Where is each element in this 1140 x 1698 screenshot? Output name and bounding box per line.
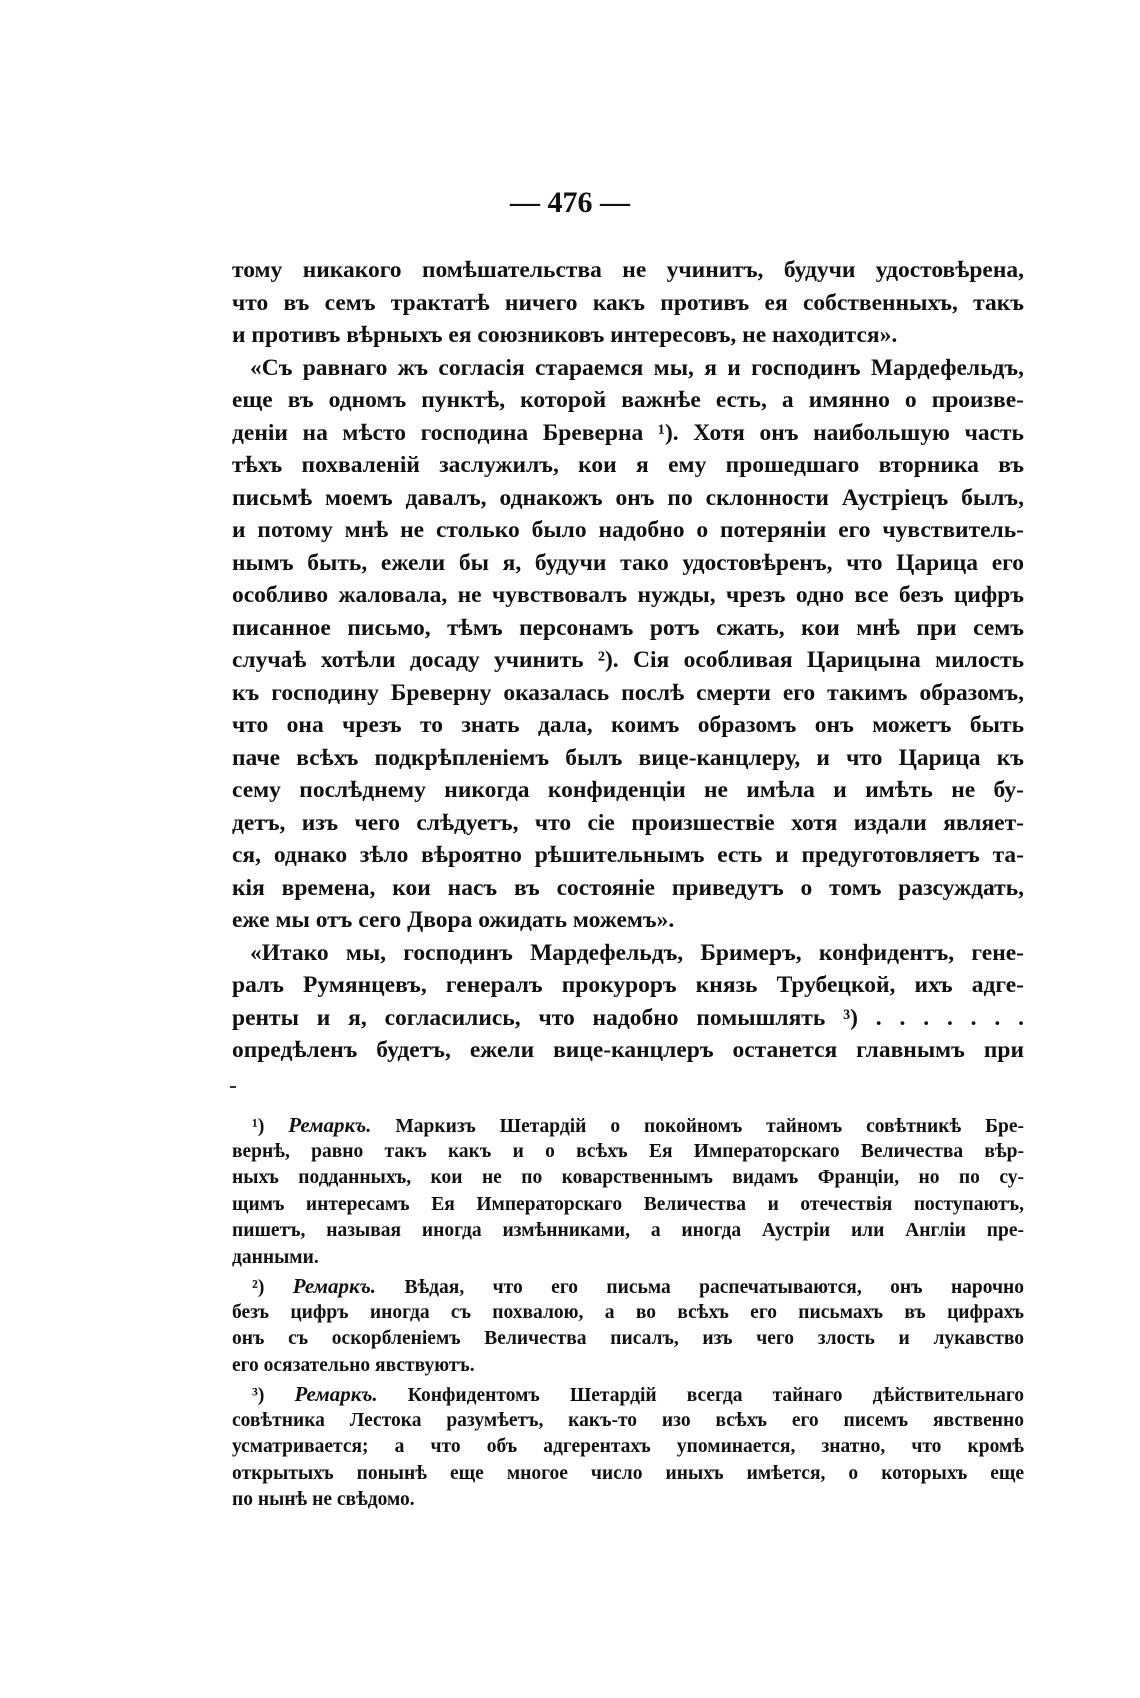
footnote-line — [232, 1381, 1024, 1408]
footnote-line: щимъ интересамъ Ея Императорскаго Величества и отечествія поступаютъ, — [232, 1193, 1024, 1215]
text-line: ренты и я, согласились, что надобно помышлять ³) . . . . . . . — [232, 1004, 1024, 1031]
text-line: къ господину Бреверну оказалась послѣ смерти его такимъ образомъ, — [232, 679, 1024, 706]
separator-mark — [230, 1086, 236, 1088]
text-line: ся, однако зѣло вѣроятно рѣшительнымъ есть и предуготовляетъ та- — [232, 842, 1024, 868]
footnote-line: данными. — [232, 1246, 319, 1268]
text-line: кія времена, кои насъ въ состояніе приведутъ о томъ разсуждать, — [232, 874, 1024, 901]
text-line: что она чрезъ то знать дала, коимъ образомъ онъ можетъ быть — [232, 712, 1024, 738]
footnote-line: его осязательно явствуютъ. — [232, 1354, 475, 1376]
text-line: и противъ вѣрныхъ ея союзниковъ интересовъ, не находится». — [232, 322, 898, 348]
text-line: «Итако мы, господинъ Мардефельдъ, Бримеръ, конфидентъ, гене- — [250, 939, 1024, 966]
footnote-text: Конфидентомъ Шетардій всегда тайнаго дѣйствительнаго — [407, 1385, 1025, 1406]
footnote-line: пишетъ, называя иногда измѣнниками, а иногда Аустріи или Англіи пре- — [232, 1220, 1024, 1241]
text-line: деніи на мѣсто господина Бреверна ¹). Хотя онъ наибольшую часть — [232, 419, 1024, 446]
text-line: паче всѣхъ подкрѣпленіемъ былъ вице-канцлеру, и что Царица къ — [232, 744, 1024, 771]
footnote-line: ныхъ подданныхъ, кои не по коварственнымъ видамъ Франціи, но по су- — [232, 1167, 1024, 1188]
main-text — [232, 254, 1024, 1067]
text-line: сему послѣднему никогда конфиденціи не имѣла и имѣть не бу- — [232, 777, 1024, 803]
footnote — [232, 1273, 1024, 1379]
text-line: письмѣ моемъ давалъ, однакожъ онъ по склонности Аустріецъ былъ, — [232, 484, 1024, 511]
text-line: детъ, изъ чего слѣдуетъ, что сіе произшествіе хотя издали являет- — [232, 809, 1024, 836]
footnote — [232, 1381, 1024, 1514]
page-number: — 476 — — [510, 186, 630, 219]
footnote-line: совѣтника Лестока разумѣетъ, какъ-то изо всѣхъ его писемъ явственно — [232, 1409, 1024, 1431]
footnote-text: Маркизъ Шетардій о покойномъ тайномъ совѣтникѣ Бре- — [395, 1116, 1025, 1137]
text-line: особливо жаловала, не чувствовалъ нужды, чрезъ одно все безъ цифръ — [232, 582, 1024, 608]
footnote-text: Вѣдая, что его письма распечатываются, онъ нарочно — [404, 1277, 1025, 1298]
text-line: ралъ Румянцевъ, генералъ прокуроръ князь Трубецкой, ихъ адге- — [232, 972, 1024, 998]
footnote-marker: ¹) — [252, 1116, 265, 1137]
footnote-line: по нынѣ не свѣдомо. — [232, 1489, 415, 1510]
text-line: еще въ одномъ пунктѣ, которой важнѣе есть, а имянно о произве- — [232, 387, 1024, 413]
footnote — [232, 1112, 1024, 1271]
footnote-label: Ремаркъ. — [294, 1382, 378, 1406]
footnote-marker: ³) — [252, 1385, 265, 1406]
text-line: что въ семъ трактатѣ ничего какъ противъ ея собственныхъ, такъ — [232, 289, 1024, 316]
text-line: тому никакого помѣшательства не учинитъ, будучи удостовѣрена, — [232, 257, 1024, 283]
footnote-line: открытыхъ понынѣ еще многое число иныхъ имѣется, о которыхъ еще — [232, 1462, 1024, 1484]
text-line: и потому мнѣ не столько было надобно о потеряніи его чувствитель- — [232, 517, 1024, 543]
footnote-line: безъ цифръ иногда съ похвалою, а во всѣхъ его письмахъ въ цифрахъ — [232, 1301, 1024, 1323]
footnote-line: вернѣ, равно такъ какъ и о всѣхъ Ея Императорскаго Величества вѣр- — [232, 1140, 1024, 1162]
text-line: «Съ равнаго жъ согласія стараемся мы, я и господинъ Мардефельдъ, — [250, 354, 1024, 381]
text-line: тѣхъ похваленій заслужилъ, кои я ему прошедшаго вторника въ — [232, 452, 1024, 478]
footnotes — [232, 1112, 1024, 1516]
footnote-line — [232, 1112, 1024, 1139]
footnote-line: усматривается; а что объ адгерентахъ упоминается, знатно, что кромѣ — [232, 1436, 1024, 1457]
footnote-line: онъ съ оскорбленіемъ Величества писалъ, изъ чего злость и лукавство — [232, 1328, 1024, 1349]
footnote-label: Ремаркъ. — [288, 1113, 372, 1137]
footnote-marker: ²) — [252, 1277, 265, 1298]
text-line: опредѣленъ будетъ, ежели вице-канцлеръ останется главнымъ при — [232, 1037, 1024, 1063]
text-line: писанное письмо, тѣмъ персонамъ ротъ сжать, кои мнѣ при семъ — [232, 614, 1024, 641]
footnote-label: Ремаркъ. — [292, 1274, 377, 1298]
text-line: случаѣ хотѣли досаду учинить ²). Сія особливая Царицына милость — [232, 647, 1024, 673]
text-line: нымъ быть, ежели бы я, будучи тако удостовѣренъ, что Царица его — [232, 549, 1024, 576]
footnote-line — [232, 1273, 1024, 1300]
text-line: еже мы отъ сего Двора ожидать можемъ». — [232, 907, 675, 933]
